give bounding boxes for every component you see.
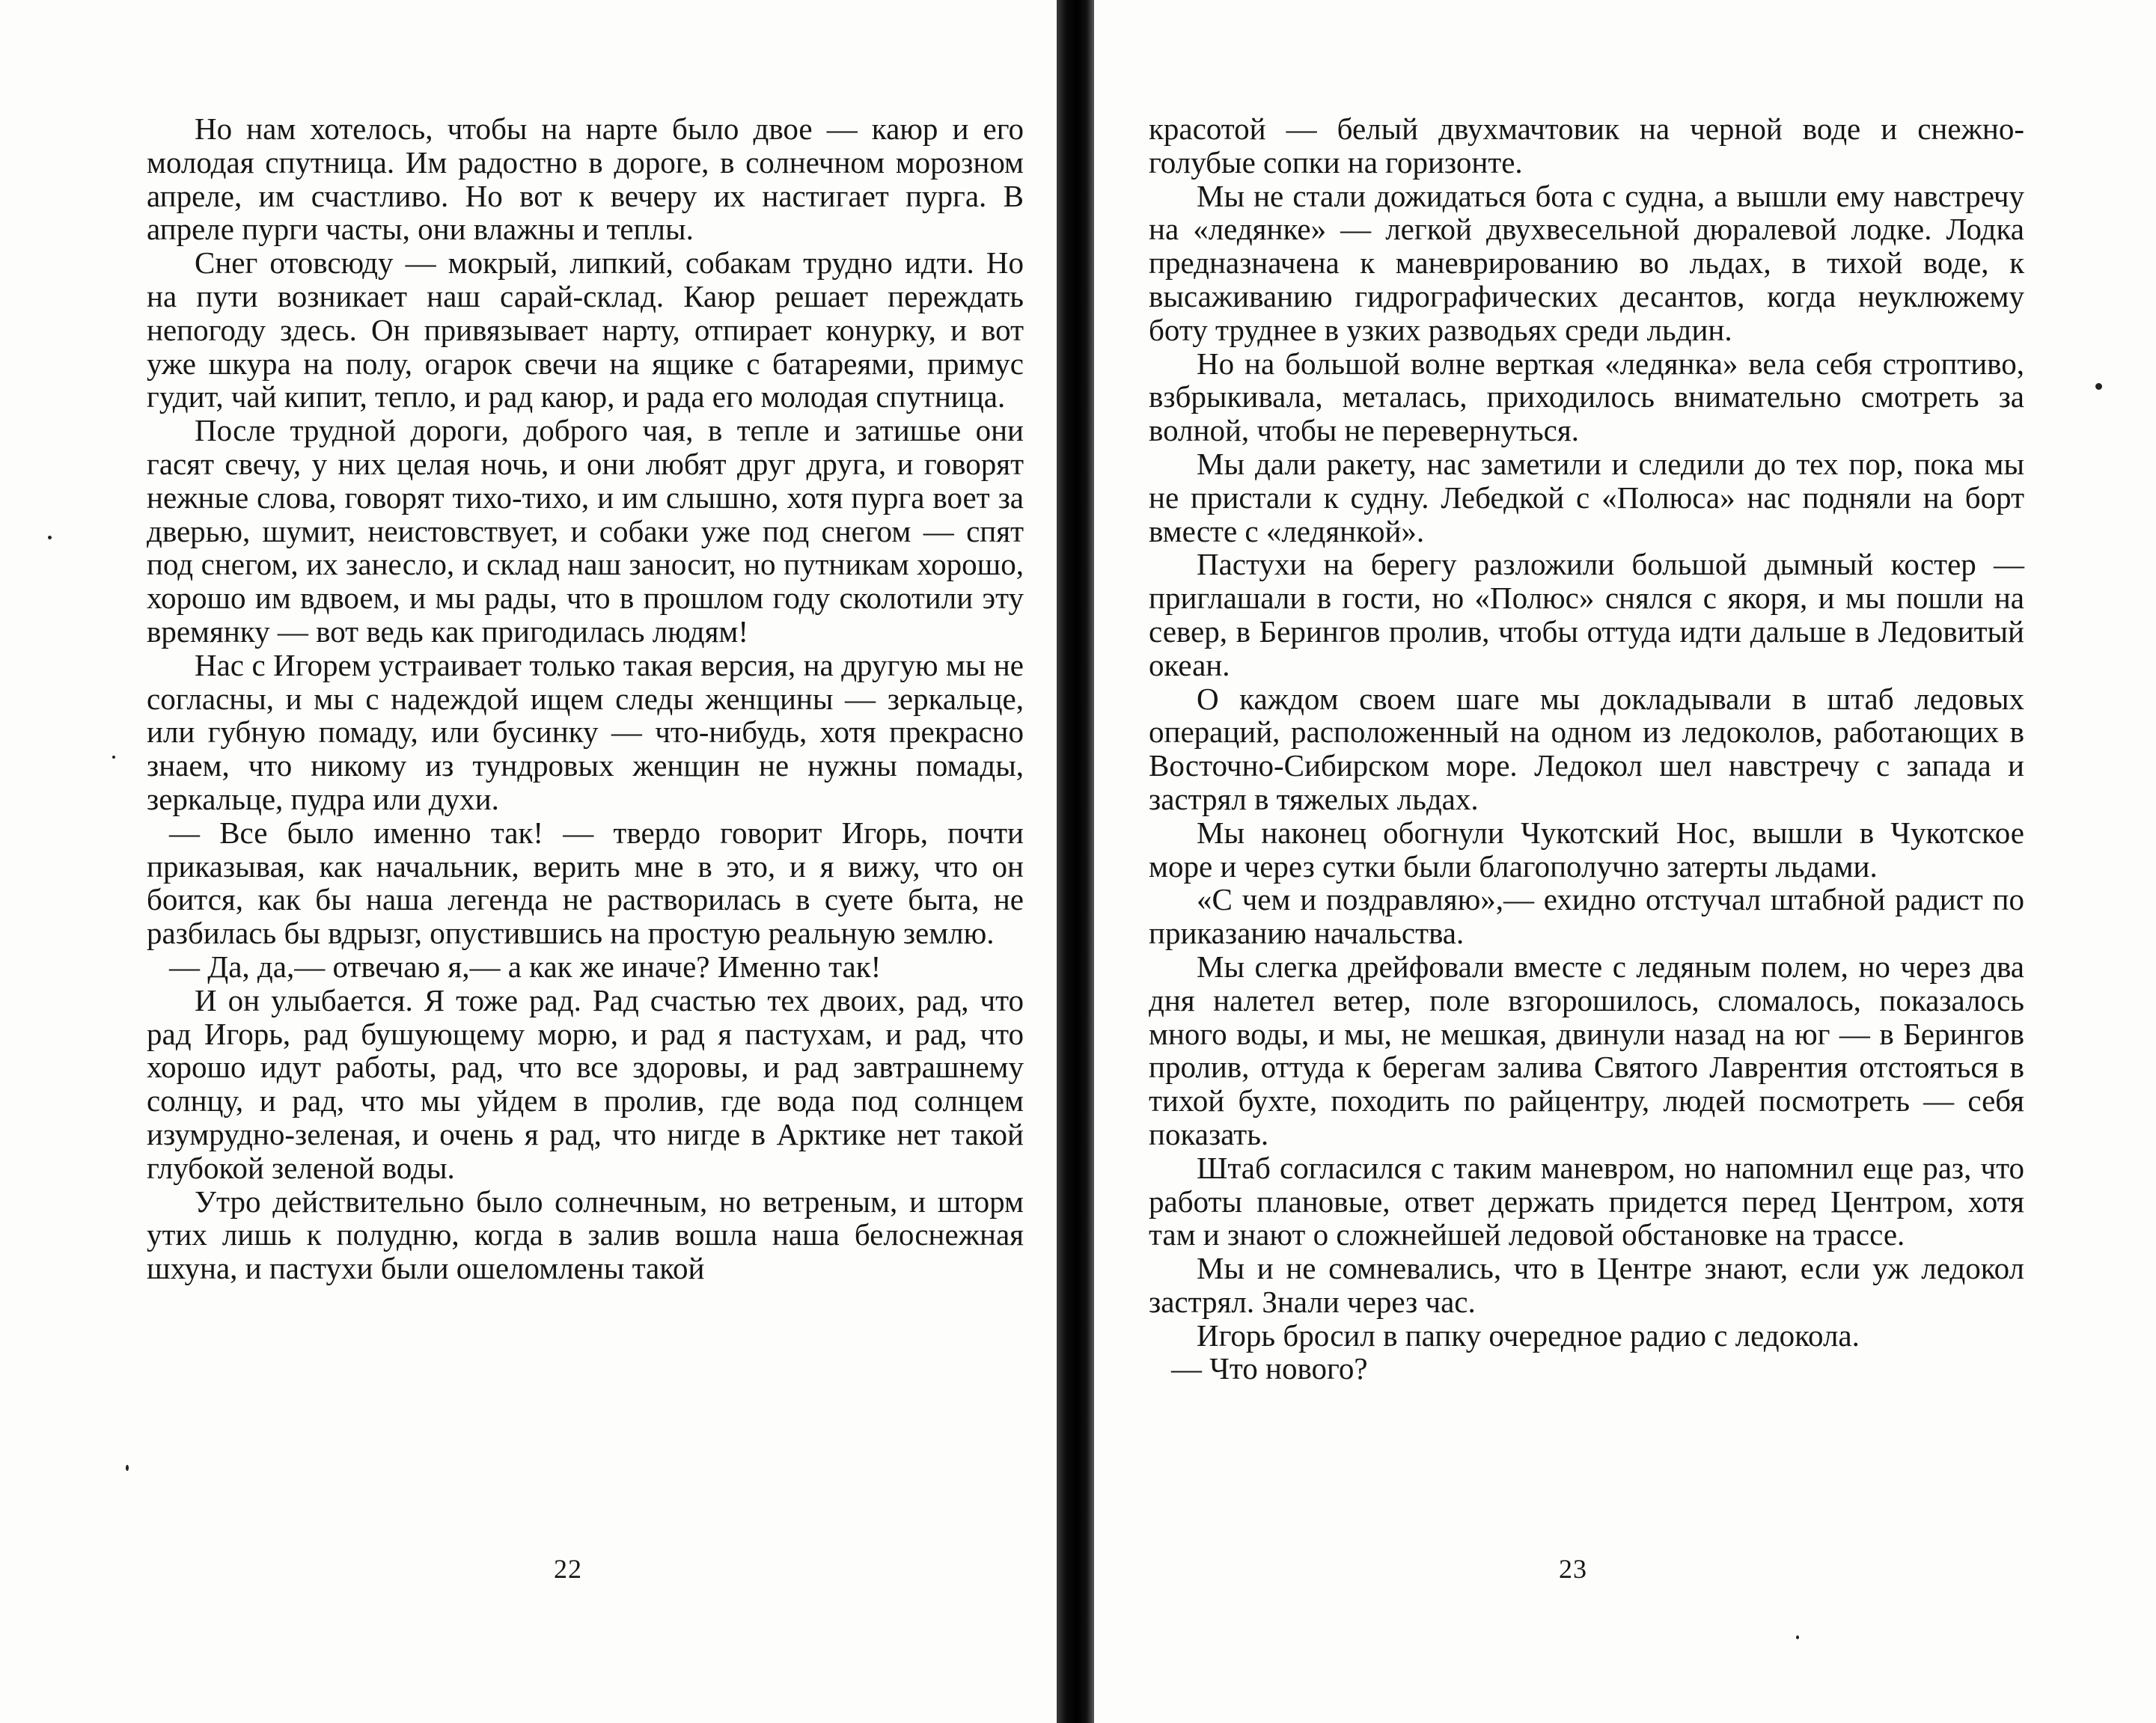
paragraph: Мы наконец обогнули Чукотский Нос, вышли в Чукотское море и через сутки были благополучно затерты льдами. [1149,815,2024,884]
print-speck [2095,383,2102,390]
page-number: 23 [1559,1554,1587,1584]
dialogue-paragraph: — Все было именно так! — твердо говорит Игорь, почти приказывая, как начальник, верить мне в это, и я вижу, что он боится, как бы наша легенда не растворилась в суете быта, не разбилась бы вдрызг, опустившись на простую реальную землю. [147,815,1024,951]
paragraph: Мы и не сомневались, что в Центре знают, если уж ледокол застрял. Знали через час. [1149,1251,2024,1319]
page-number: 22 [554,1554,582,1584]
paragraph: «С чем и поздравляю»,— ехидно отстучал штабной радист по приказанию начальства. [1149,882,2024,951]
dialogue-paragraph: — Что нового? [1171,1351,1368,1386]
dialogue-paragraph: — Да, да,— отвечаю я,— а как же иначе? Именно так! [169,949,882,984]
paragraph: Снег отовсюду — мокрый, липкий, собакам трудно идти. Но на пути возникает наш сарай-склад. Каюр решает переждать непогоду здесь. Он привязывает нарту, отпирает конурку, и вот уже шкура на полу, огарок свечи на ящике с батареями, примус гудит, чай кипит, тепло, и рад каюр, и рада его молодая спутница. [147,245,1024,414]
paragraph: После трудной дороги, доброго чая, в тепле и затишье они гасят свечу, у них целая ночь, и они любят друг друга, и говорят нежные слова, говорят тихо-тихо, и им слышно, хотя пурга воет за дверью, шумит, неистовствует, и собаки уже под снегом — спят под снегом, их занесло, и склад наш заносит, но путникам хорошо, хорошо им вдвоем, и мы рады, что в прошлом году сколотили эту времянку — вот ведь как пригодилась людям! [147,413,1024,649]
paragraph: Штаб согласился с таким маневром, но напомнил еще раз, что работы плановые, ответ держать придется перед Центром, хотя там и знают о сложнейшей ледовой обстановке на трассе. [1149,1150,2024,1252]
book-spine-gutter [1057,0,1094,1723]
paragraph: красотой — белый двухмачтовик на черной воде и снежно-голубые сопки на горизонте. [1149,111,2024,180]
right-page [1094,0,2156,1723]
left-page [0,0,1057,1723]
paragraph: Мы дали ракету, нас заметили и следили до тех пор, пока мы не пристали к судну. Лебедкой с «Полюса» нас подняли на борт вместе с «ледянкой». [1149,446,2024,548]
left-page-text [147,112,1024,1285]
paragraph: Игорь бросил в папку очередное радио с ледокола. [1197,1318,1860,1353]
paragraph: Но нам хотелось, чтобы на нарте было двое — каюр и его молодая спутница. Им радостно в дороге, в солнечном морозном апреле, им счастливо. Но вот к вечеру их настигает пурга. В апреле пурги часты, они влажны и теплы. [147,111,1024,247]
right-page-text [1149,112,2024,1386]
print-speck [48,536,52,539]
paragraph: Нас с Игорем устраивает только такая версия, на другую мы не согласны, и мы с надеждой ищем следы женщины — зеркальце, или губную помаду, или бусинку — что-нибудь, хотя прекрасно знаем, что никому из тундровых женщин не нужны помады, зеркальце, пудра или духи. [147,647,1024,816]
paragraph: Утро действительно было солнечным, но ветреным, и шторм утих лишь к полудню, когда в залив вошла наша белоснежная шхуна, и пастухи были ошеломлены такой [147,1184,1024,1286]
paragraph: И он улыбается. Я тоже рад. Рад счастью тех двоих, рад, что рад Игорь, рад бушующему морю, и рад я пастухам, и рад, что хорошо идут работы, рад, что все здоровы, и рад завтрашнему солнцу, и рад, что мы уйдем в пролив, где вода под солнцем изумрудно-зеленая, и очень я рад, что нигде в Арктике нет такой глубокой зеленой воды. [147,982,1024,1185]
paragraph: Пастухи на берегу разложили большой дымный костер — приглашали в гости, но «Полюс» снялся с якоря, и мы пошли на север, в Берингов пролив, чтобы оттуда идти дальше в Ледовитый океан. [1149,547,2024,682]
paragraph: Мы слегка дрейфовали вместе с ледяным полем, но через два дня налетел ветер, поле взгорошилось, сломалось, показалось много воды, и мы, не мешкая, двинули назад на юг — в Берингов пролив, оттуда к берегам залива Святого Лаврентия отстояться в тихой бухте, походить по райцентру, людей посмотреть — себя показать. [1149,949,2024,1151]
paragraph: Мы не стали дожидаться бота с судна, а вышли ему навстречу на «ледянке» — легкой двухвесельной дюралевой лодке. Лодка предназначена к маневрированию во льдах, в тихой воде, к высаживанию гидрографических десантов, когда неуклюжему боту труднее в узких разводьях среди льдин. [1149,178,2024,347]
paragraph: Но на большой волне верткая «ледянка» вела себя строптиво, взбрыкивала, металась, приходилось внимательно смотреть за волной, чтобы не перевернуться. [1149,346,2024,448]
print-speck [112,756,115,759]
paragraph: О каждом своем шаге мы докладывали в штаб ледовых операций, расположенный на одном из ледоколов, работающих в Восточно-Сибирском море. Ледокол шел навстречу с запада и застрял в тяжелых льдах. [1149,681,2024,816]
print-speck [1796,1635,1799,1639]
print-speck [126,1465,129,1471]
